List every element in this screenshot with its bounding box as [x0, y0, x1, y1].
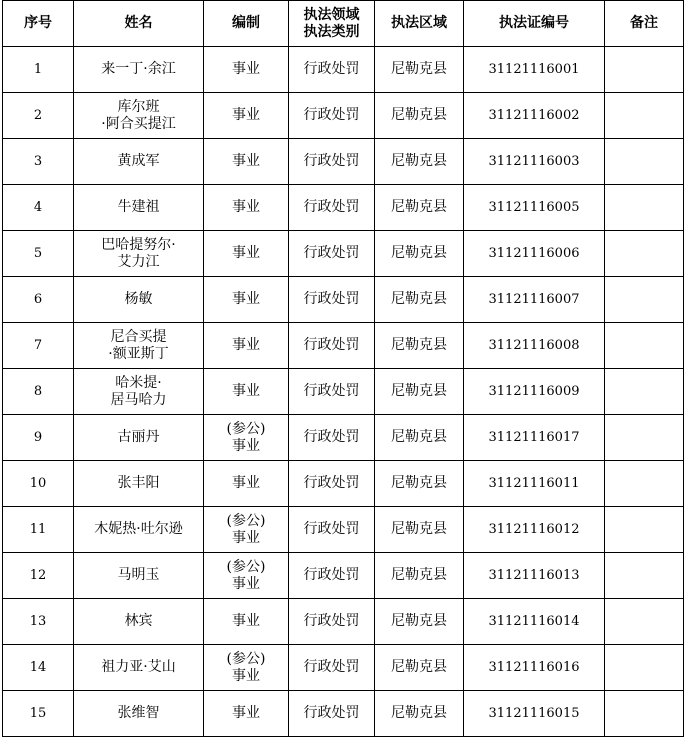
table-row	[3, 507, 684, 553]
cell-region-line1: 尼勒克县	[391, 199, 447, 215]
cell-region	[375, 231, 464, 277]
cell-cert	[464, 691, 605, 737]
personnel-table	[2, 0, 684, 737]
cell-cert	[464, 231, 605, 277]
cell-seq-line1: 9	[33, 430, 43, 445]
cell-staffing	[204, 47, 289, 93]
cell-region-line1: 尼勒克县	[391, 337, 447, 353]
cell-seq	[3, 691, 74, 737]
cell-region-line1: 尼勒克县	[391, 383, 447, 399]
cell-field-line1: 行政处罚	[303, 521, 360, 537]
cell-staffing	[204, 185, 289, 231]
cell-staffing	[204, 415, 289, 461]
cell-staffing-line1: 事业	[232, 475, 260, 491]
cell-region	[375, 185, 464, 231]
table-row	[3, 369, 684, 415]
cell-region	[375, 369, 464, 415]
cell-region-line1: 尼勒克县	[391, 107, 447, 123]
cell-remark	[605, 645, 684, 691]
cell-cert-line1: 31121116002	[488, 108, 580, 123]
table-row	[3, 139, 684, 185]
cell-staffing	[204, 231, 289, 277]
cell-remark	[605, 277, 684, 323]
cell-staffing-line1: 事业	[232, 337, 260, 353]
cell-field-line1: 行政处罚	[303, 613, 360, 629]
cell-field	[289, 139, 375, 185]
cell-name-line2: 艾力江	[117, 253, 160, 270]
cell-seq	[3, 185, 74, 231]
cell-staffing-line1: 事业	[232, 153, 260, 169]
cell-region	[375, 415, 464, 461]
cell-seq	[3, 645, 74, 691]
cell-remark	[605, 185, 684, 231]
cell-cert-line1: 31121116011	[488, 476, 580, 491]
cell-staffing-line1: (参公)	[226, 512, 266, 529]
cell-cert	[464, 323, 605, 369]
cell-field-line1: 行政处罚	[303, 61, 360, 77]
cell-seq-line1: 5	[33, 246, 43, 261]
cell-name	[74, 277, 204, 323]
cell-field	[289, 323, 375, 369]
cell-field	[289, 185, 375, 231]
cell-name-line1: 木妮热·吐尔逊	[94, 521, 183, 537]
cell-remark	[605, 231, 684, 277]
cell-name-line1: 古丽丹	[117, 429, 160, 445]
cell-name-line1: 张丰阳	[117, 475, 160, 491]
cell-name-line1: 马明玉	[117, 567, 160, 583]
cell-cert-line1: 31121116013	[488, 568, 580, 583]
cell-staffing-line1: 事业	[232, 107, 260, 123]
cell-field-line1: 行政处罚	[303, 567, 360, 583]
cell-cert	[464, 185, 605, 231]
cell-field	[289, 645, 375, 691]
cell-staffing-line1: 事业	[232, 291, 260, 307]
table-row	[3, 185, 684, 231]
cell-cert	[464, 507, 605, 553]
cell-cert	[464, 415, 605, 461]
cell-field	[289, 599, 375, 645]
cell-remark	[605, 599, 684, 645]
cell-staffing-line1: 事业	[232, 245, 260, 261]
table-row	[3, 553, 684, 599]
cell-name	[74, 185, 204, 231]
cell-staffing	[204, 277, 289, 323]
cell-remark	[605, 461, 684, 507]
cell-staffing	[204, 369, 289, 415]
cell-region	[375, 93, 464, 139]
cell-field-line1: 行政处罚	[303, 383, 360, 399]
cell-seq	[3, 323, 74, 369]
cell-name	[74, 93, 204, 139]
cell-cert	[464, 93, 605, 139]
header-seq: 序号	[3, 1, 74, 47]
cell-remark	[605, 47, 684, 93]
header-field	[289, 1, 375, 47]
cell-name	[74, 507, 204, 553]
cell-field-line1: 行政处罚	[303, 153, 360, 169]
cell-name	[74, 415, 204, 461]
cell-field-line1: 行政处罚	[303, 337, 360, 353]
cell-seq-line1: 14	[29, 660, 47, 675]
cell-cert	[464, 461, 605, 507]
cell-seq	[3, 231, 74, 277]
table-row	[3, 47, 684, 93]
cell-field-line1: 行政处罚	[303, 429, 360, 445]
cell-seq	[3, 553, 74, 599]
cell-field-line1: 行政处罚	[303, 245, 360, 261]
cell-field	[289, 507, 375, 553]
table-row	[3, 277, 684, 323]
cell-seq	[3, 415, 74, 461]
cell-staffing	[204, 139, 289, 185]
cell-staffing-line1: (参公)	[226, 420, 266, 437]
cell-staffing-line1: (参公)	[226, 650, 266, 667]
table-row	[3, 323, 684, 369]
header-field-line2: 执法类别	[303, 23, 360, 40]
cell-remark	[605, 507, 684, 553]
cell-cert-line1: 31121116006	[488, 246, 580, 261]
cell-staffing	[204, 507, 289, 553]
cell-name-line1: 巴哈提努尔·	[101, 236, 176, 253]
cell-region	[375, 277, 464, 323]
cell-staffing-line1: 事业	[232, 61, 260, 77]
cell-seq	[3, 93, 74, 139]
cell-remark	[605, 323, 684, 369]
cell-field-line1: 行政处罚	[303, 475, 360, 491]
cell-remark	[605, 553, 684, 599]
cell-field-line1: 行政处罚	[303, 291, 360, 307]
cell-cert-line1: 31121116007	[488, 292, 580, 307]
cell-field-line1: 行政处罚	[303, 199, 360, 215]
cell-field	[289, 93, 375, 139]
cell-field	[289, 47, 375, 93]
cell-name-line1: 林宾	[124, 613, 153, 629]
cell-remark	[605, 139, 684, 185]
cell-name	[74, 599, 204, 645]
cell-remark	[605, 691, 684, 737]
cell-name-line1: 尼合买提	[110, 328, 167, 345]
cell-region	[375, 691, 464, 737]
cell-cert-line1: 31121116008	[488, 338, 580, 353]
cell-staffing-line1: 事业	[232, 199, 260, 215]
cell-cert-line1: 31121116015	[488, 706, 580, 721]
table-body	[3, 47, 684, 737]
cell-name	[74, 231, 204, 277]
cell-name-line1: 来一丁·余江	[101, 61, 176, 77]
cell-cert-line1: 31121116001	[488, 62, 580, 77]
cell-cert	[464, 369, 605, 415]
cell-region-line1: 尼勒克县	[391, 291, 447, 307]
cell-staffing	[204, 691, 289, 737]
header-name: 姓名	[74, 1, 204, 47]
table-row	[3, 599, 684, 645]
cell-cert-line1: 31121116016	[488, 660, 580, 675]
table-row	[3, 691, 684, 737]
cell-region	[375, 507, 464, 553]
cell-field	[289, 277, 375, 323]
cell-seq-line1: 7	[33, 338, 43, 353]
cell-name-line2: ·阿合买提江	[101, 115, 176, 132]
cell-field	[289, 691, 375, 737]
cell-staffing-line1: (参公)	[226, 558, 266, 575]
table-row	[3, 231, 684, 277]
cell-name	[74, 553, 204, 599]
cell-field-line1: 行政处罚	[303, 659, 360, 675]
cell-name	[74, 369, 204, 415]
cell-region-line1: 尼勒克县	[391, 567, 447, 583]
cell-region	[375, 599, 464, 645]
cell-region	[375, 553, 464, 599]
cell-staffing-line1: 事业	[232, 613, 260, 629]
cell-name-line1: 黄成军	[117, 153, 160, 169]
cell-region	[375, 461, 464, 507]
cell-field	[289, 231, 375, 277]
cell-seq-line1: 4	[33, 200, 43, 215]
cell-cert-line1: 31121116009	[488, 384, 580, 399]
header-remark: 备注	[605, 1, 684, 47]
cell-cert	[464, 553, 605, 599]
header-field-line1: 执法领域	[303, 6, 360, 23]
header-region: 执法区域	[375, 1, 464, 47]
cell-region	[375, 139, 464, 185]
cell-staffing	[204, 461, 289, 507]
header-staffing: 编制	[204, 1, 289, 47]
cell-staffing-line2: 事业	[232, 575, 260, 592]
cell-region-line1: 尼勒克县	[391, 521, 447, 537]
cell-seq	[3, 599, 74, 645]
cell-name-line1: 哈米提·	[115, 374, 162, 391]
cell-seq-line1: 1	[33, 62, 43, 77]
table-row	[3, 461, 684, 507]
cell-name	[74, 139, 204, 185]
header-row	[3, 1, 684, 47]
header-cert: 执法证编号	[464, 1, 605, 47]
cell-seq	[3, 139, 74, 185]
cell-region-line1: 尼勒克县	[391, 705, 447, 721]
cell-region-line1: 尼勒克县	[391, 153, 447, 169]
cell-staffing-line2: 事业	[232, 529, 260, 546]
cell-name-line1: 牛建祖	[117, 199, 160, 215]
cell-field-line1: 行政处罚	[303, 705, 360, 721]
cell-name-line2: 居马哈力	[110, 391, 167, 408]
cell-cert	[464, 139, 605, 185]
cell-cert	[464, 599, 605, 645]
cell-seq-line1: 13	[29, 614, 47, 629]
cell-field	[289, 553, 375, 599]
cell-seq-line1: 3	[33, 154, 43, 169]
cell-remark	[605, 369, 684, 415]
cell-staffing	[204, 599, 289, 645]
cell-name-line1: 杨敏	[124, 291, 153, 307]
cell-name-line1: 张维智	[117, 705, 160, 721]
cell-name-line1: 库尔班	[117, 98, 160, 115]
cell-seq	[3, 277, 74, 323]
cell-name	[74, 691, 204, 737]
cell-field	[289, 461, 375, 507]
cell-cert	[464, 47, 605, 93]
cell-field-line1: 行政处罚	[303, 107, 360, 123]
cell-region-line1: 尼勒克县	[391, 613, 447, 629]
enforcement-personnel-sheet	[2, 0, 683, 736]
cell-cert	[464, 277, 605, 323]
cell-staffing-line2: 事业	[232, 667, 260, 684]
cell-region	[375, 323, 464, 369]
cell-seq-line1: 10	[29, 476, 47, 491]
cell-name	[74, 461, 204, 507]
cell-seq-line1: 6	[33, 292, 43, 307]
cell-region-line1: 尼勒克县	[391, 475, 447, 491]
cell-region-line1: 尼勒克县	[391, 61, 447, 77]
cell-name-line1: 祖力亚·艾山	[101, 659, 176, 675]
cell-seq	[3, 461, 74, 507]
cell-staffing	[204, 553, 289, 599]
cell-name	[74, 323, 204, 369]
cell-seq-line1: 11	[29, 522, 47, 537]
cell-region	[375, 47, 464, 93]
cell-cert	[464, 645, 605, 691]
table-row	[3, 645, 684, 691]
cell-region-line1: 尼勒克县	[391, 429, 447, 445]
cell-cert-line1: 31121116014	[488, 614, 580, 629]
cell-seq	[3, 47, 74, 93]
cell-staffing	[204, 93, 289, 139]
cell-staffing-line1: 事业	[232, 705, 260, 721]
cell-name	[74, 645, 204, 691]
cell-field	[289, 369, 375, 415]
table-row	[3, 93, 684, 139]
cell-region	[375, 645, 464, 691]
cell-region-line1: 尼勒克县	[391, 659, 447, 675]
cell-cert-line1: 31121116017	[488, 430, 580, 445]
cell-seq-line1: 12	[29, 568, 47, 583]
cell-staffing-line2: 事业	[232, 437, 260, 454]
cell-seq-line1: 2	[33, 108, 43, 123]
cell-region-line1: 尼勒克县	[391, 245, 447, 261]
cell-cert-line1: 31121116005	[488, 200, 580, 215]
cell-name-line2: ·额亚斯丁	[108, 345, 169, 362]
cell-seq	[3, 507, 74, 553]
cell-remark	[605, 415, 684, 461]
cell-remark	[605, 93, 684, 139]
cell-seq-line1: 15	[29, 706, 47, 721]
cell-cert-line1: 31121116012	[488, 522, 580, 537]
cell-field	[289, 415, 375, 461]
cell-staffing	[204, 323, 289, 369]
table-row	[3, 415, 684, 461]
cell-seq	[3, 369, 74, 415]
cell-name	[74, 47, 204, 93]
cell-staffing-line1: 事业	[232, 383, 260, 399]
cell-cert-line1: 31121116003	[488, 154, 580, 169]
cell-seq-line1: 8	[33, 384, 43, 399]
cell-staffing	[204, 645, 289, 691]
